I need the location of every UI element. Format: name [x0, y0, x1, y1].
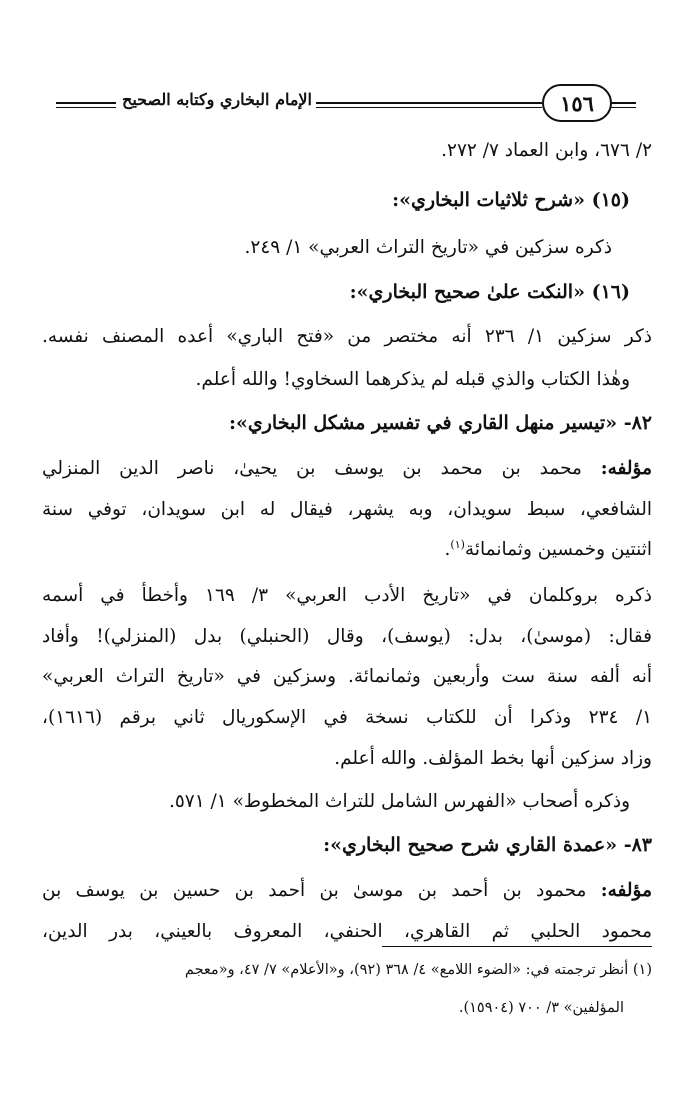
text-line: الشافعي، سبط سويدان، وبه يشهر، فيقال له ابن سويدان، توفي سنة — [42, 499, 652, 520]
footnote-line: (١) أنظر ترجمته في: «الضوء اللامع» ٤/ ٣٦٨ (٩٢)، و«الأعلام» ٧/ ٤٧، و«معجم — [184, 962, 652, 978]
text-line: أنه ألفه سنة ست وأربعين وثمانمائة. وسزكين في «تاريخ التراث العربي» — [42, 666, 652, 687]
page-number: ١٥٦ — [542, 84, 612, 122]
text-line: ذكره سزكين في «تاريخ التراث العربي» ١/ ٢٤٩. — [244, 237, 612, 258]
entry-heading: ٨٣- «عمدة القاري شرح صحيح البخاري»: — [323, 834, 652, 856]
entry-heading: ٨٢- «تيسير منهل القاري في تفسير مشكل البخاري»: — [228, 412, 652, 434]
author-label: مؤلفه: — [600, 880, 652, 901]
text-line: ٢/ ٦٧٦، وابن العماد ٧/ ٢٧٢. — [441, 140, 652, 161]
text-line: ١/ ٢٣٤ وذكرا أن للكتاب نسخة في الإسكوريال ثاني برقم (١٦١٦)، — [42, 707, 652, 728]
author-label: مؤلفه: — [600, 458, 652, 479]
text-line-tail: . — [444, 539, 451, 560]
text-line — [42, 452, 652, 486]
header-rule-left — [56, 102, 116, 104]
text-line-content: اثنتين وخمسين وثمانمائة — [464, 539, 652, 560]
text-line: وذكره أصحاب «الفهرس الشامل للتراث المخطوط» ١/ ٥٧١. — [168, 791, 630, 812]
text-line — [42, 874, 652, 908]
text-line: وهٰذا الكتاب والذي قبله لم يذكرهما السخاوي! والله أعلم. — [195, 369, 630, 390]
text-line: وزاد سزكين أنها بخط المؤلف. والله أعلم. — [334, 748, 652, 769]
entry-heading: (١٥) «شرح ثلاثيات البخاري»: — [392, 189, 630, 211]
text-line-content: محمود بن أحمد بن موسىٰ بن أحمد بن حسين بن يوسف بن — [42, 880, 601, 901]
footnote-line: المؤلفين» ٣/ ٧٠٠ (١٥٩٠٤). — [458, 1000, 624, 1016]
footnote-marker[interactable]: (١) — [450, 537, 465, 551]
running-header — [56, 82, 636, 126]
footnote-separator — [382, 946, 652, 947]
text-line: ذكر سزكين ١/ ٢٣٦ أنه مختصر من «فتح الباري» أعده المصنف نفسه. — [42, 326, 653, 347]
text-line: فقال: (موسىٰ)، بدل: (يوسف)، وقال (الحنبلي) بدل (المنزلي)! وأفاد — [42, 626, 652, 647]
header-rule-left-thin — [56, 107, 116, 108]
entry-heading: (١٦) «النكت علىٰ صحيح البخاري»: — [349, 281, 630, 303]
text-line: ذكره بروكلمان في «تاريخ الأدب العربي» ٣/ ١٦٩ وأخطأ في أسمه — [42, 585, 653, 606]
running-title: الإمام البخاري وكتابه الصحيح — [118, 90, 316, 109]
text-line — [42, 533, 652, 567]
text-line-content: محمد بن محمد بن يوسف بن يحيىٰ، ناصر الدين المنزلي — [42, 458, 601, 479]
text-line: محمود الحلبي ثم القاهري، الحنفي، المعروف بالعيني، بدر الدين، — [42, 921, 652, 942]
